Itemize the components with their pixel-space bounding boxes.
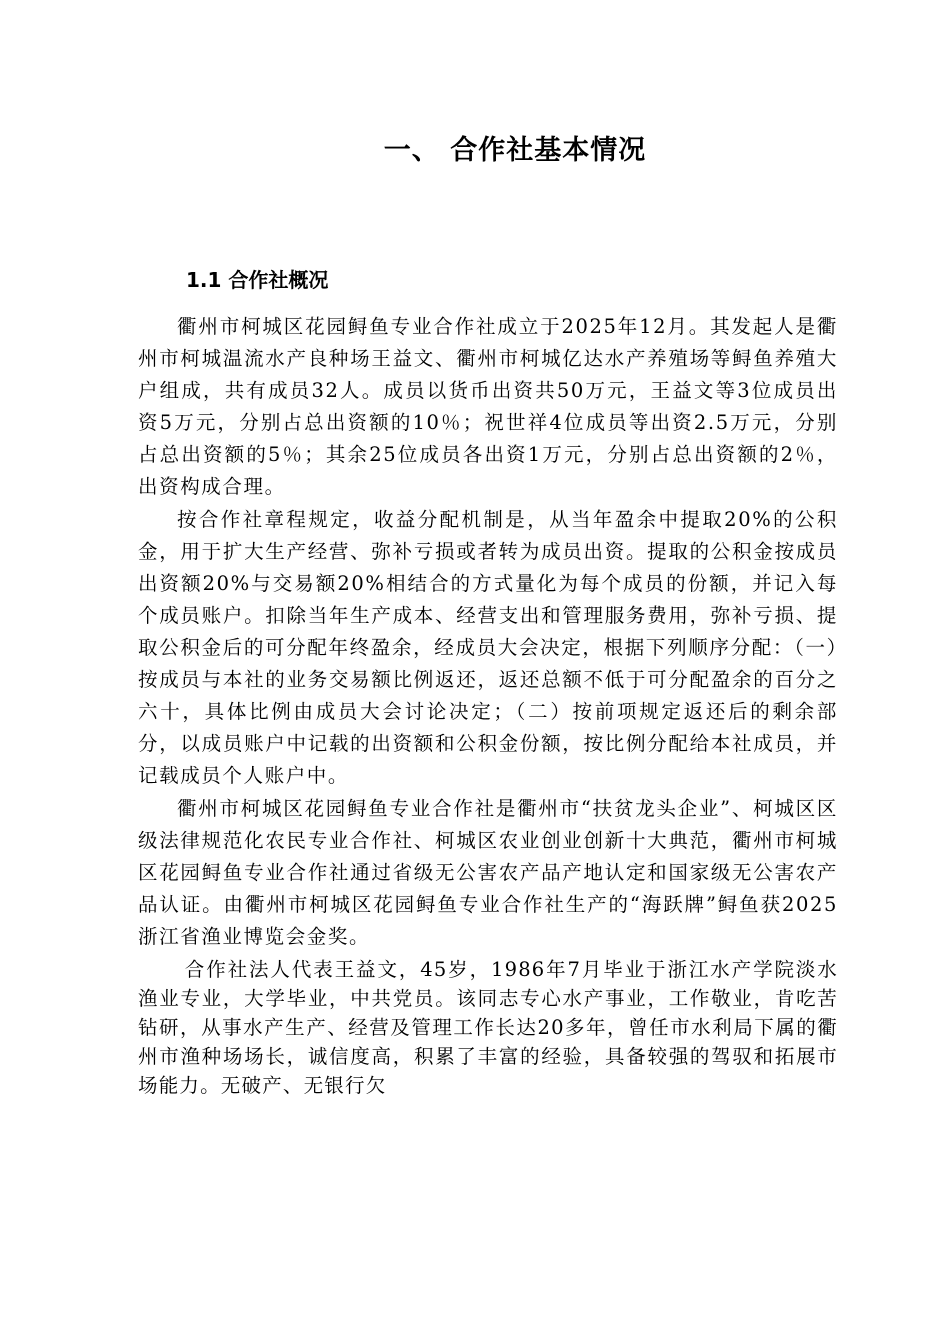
body-text bbox=[138, 311, 838, 1100]
paragraph-legal-representative: 合作社法人代表王益文，45岁，1986年7月毕业于浙江水产学院淡水渔业专业，大学毕业，中共党员。该同志专心水产事业，工作敬业，肯吃苦钻研，从事水产生产、经营及管理工作长达20多年，曾任市水利局下属的衢州市渔种场场长，诚信度高，积累了丰富的经验，具备较强的驾驭和拓展市场能力。无破产、无银行欠 bbox=[138, 958, 838, 1097]
paragraph-honors: 衢州市柯城区花园鲟鱼专业合作社是衢州市“扶贫龙头企业”、柯城区区级法律规范化农民专业合作社、柯城区农业创业创新十大典范，衢州市柯城区花园鲟鱼专业合作社通过省级无公害农产品产地认定和国家级无公害农产品认证。由衢州市柯城区花园鲟鱼专业合作社生产的“海跃牌”鲟鱼获2025浙江省渔业博览会金奖。 bbox=[138, 797, 838, 948]
chapter-title: 一、 合作社基本情况 bbox=[383, 135, 647, 166]
paragraph-profit-distribution: 按合作社章程规定，收益分配机制是，从当年盈余中提取20%的公积金，用于扩大生产经营、弥补亏损或者转为成员出资。提取的公积金按成员出资额20%与交易额20%相结合的方式量化为每个成员的份额，并记入每个成员账户。扣除当年生产成本、经营支出和管理服务费用，弥补亏损、提取公积金后的可分配年终盈余，经成员大会决定，根据下列顺序分配：（一）按成员与本社的业务交易额比例返还，返还总额不低于可分配盈余的百分之六十，具体比例由成员大会讨论决定；（二）按前项规定返还后的剩余部分，以成员账户中记载的出资额和公积金份额，按比例分配给本社成员，并记载成员个人账户中。 bbox=[138, 508, 838, 787]
paragraph-founding: 衢州市柯城区花园鲟鱼专业合作社成立于2025年12月。其发起人是衢州市柯城温流水产良种场王益文、衢州市柯城亿达水产养殖场等鲟鱼养殖大户组成，共有成员32人。成员以货币出资共50万元，王益文等3位成员出资5万元，分别占总出资额的10％；祝世祥4位成员等出资2.5万元，分别占总出资额的5％；其余25位成员各出资1万元，分别占总出资额的2％，出资构成合理。 bbox=[138, 315, 838, 498]
section-title: 1.1 合作社概况 bbox=[186, 268, 329, 292]
